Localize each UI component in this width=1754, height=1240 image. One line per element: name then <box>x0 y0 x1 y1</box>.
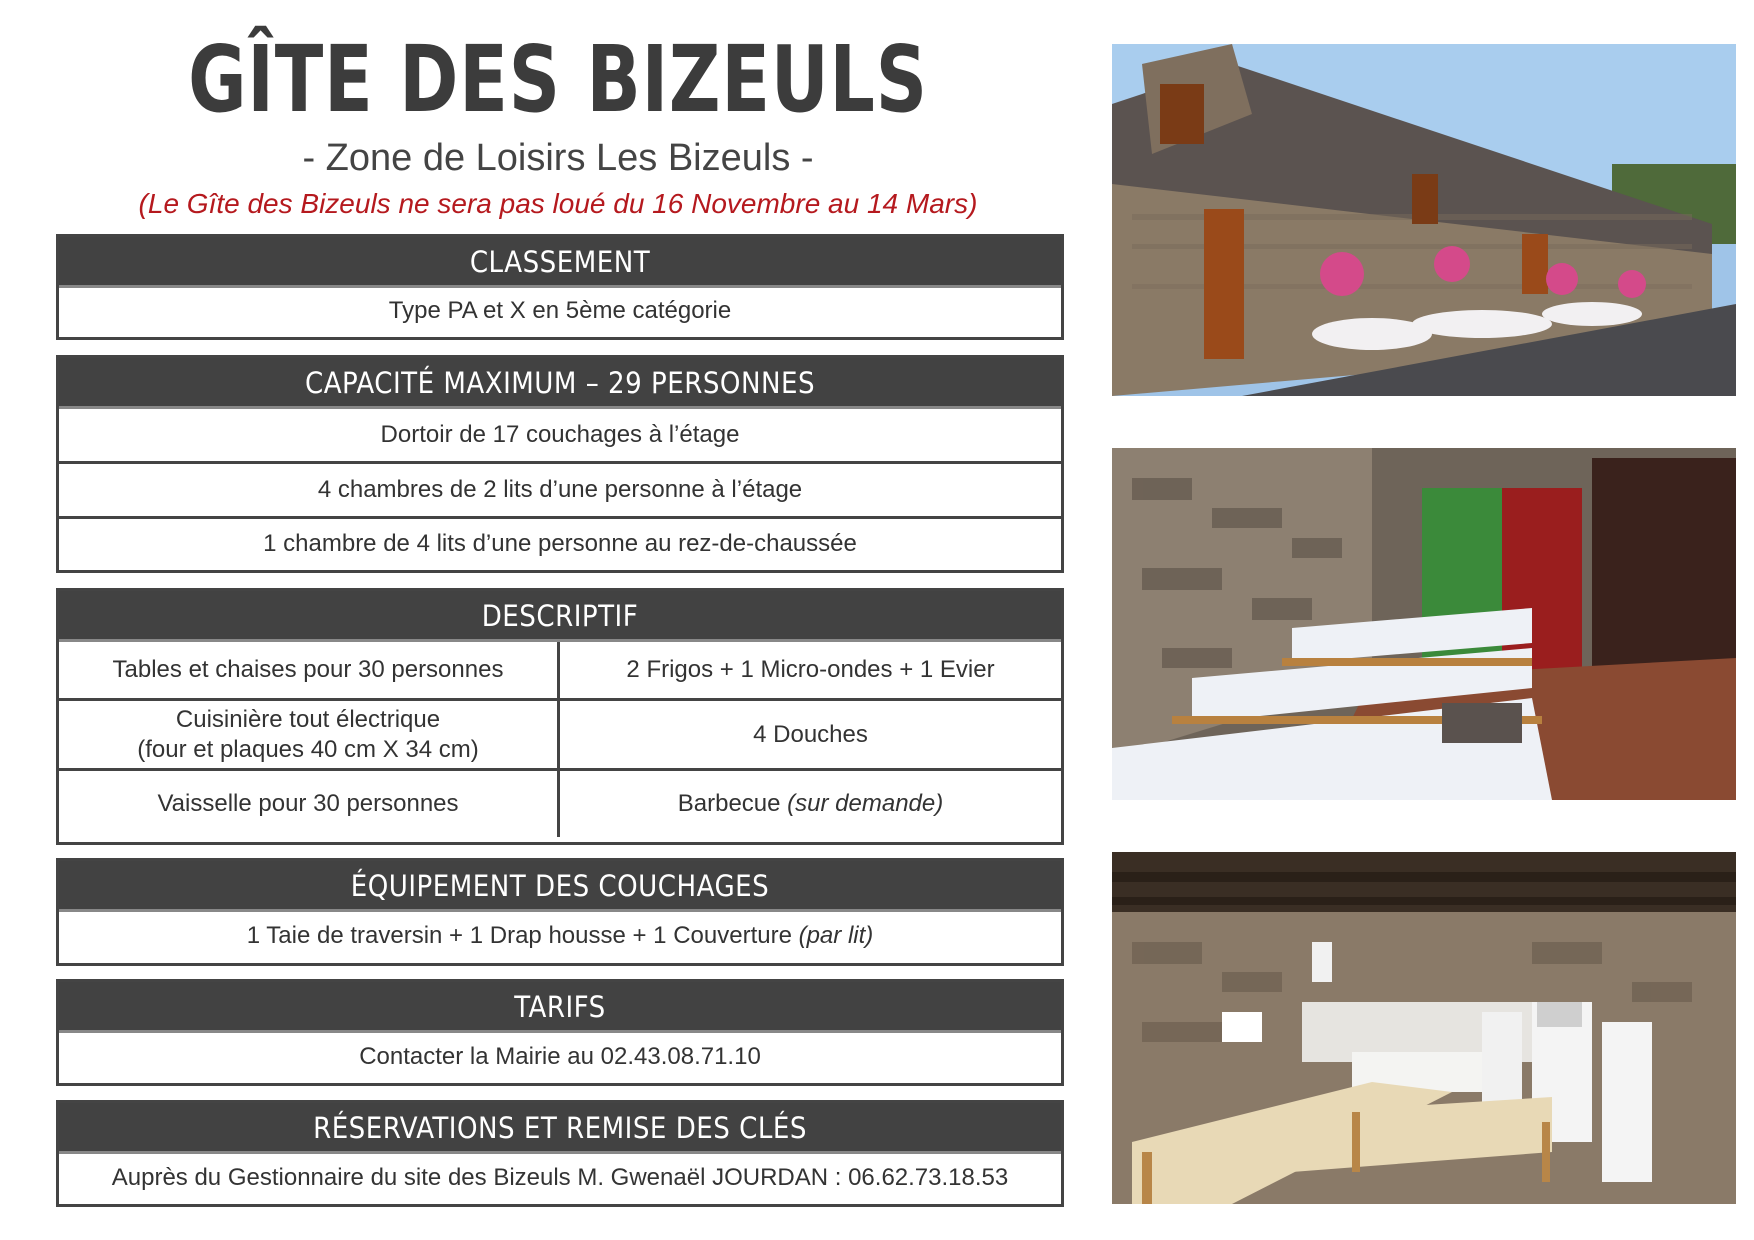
descriptif-cell <box>59 642 560 698</box>
reservations-heading: RÉSERVATIONS ET REMISE DES CLÉS <box>59 1103 1061 1154</box>
descriptif-text: (four et plaques 40 cm X 34 cm) <box>137 735 479 763</box>
equipement-row <box>59 912 1061 960</box>
descriptif-text: Barbecue <box>677 790 781 817</box>
capacite-row: 4 chambres de 2 lits d’une personne à l’étage <box>59 461 1061 516</box>
equipement-heading: ÉQUIPEMENT DES COUCHAGES <box>59 861 1061 912</box>
tarifs-heading: TARIFS <box>59 982 1061 1033</box>
descriptif-note: (sur demande) <box>787 790 944 817</box>
descriptif-heading: DESCRIPTIF <box>59 591 1061 642</box>
tarifs-row: Contacter la Mairie au 02.43.08.71.10 <box>359 1042 761 1070</box>
descriptif-cell <box>59 698 560 768</box>
equipement-note: (par lit) <box>798 922 874 949</box>
tarifs-section <box>56 979 1064 1086</box>
header <box>56 28 1060 224</box>
descriptif-grid <box>59 642 1061 837</box>
equipement-section <box>56 858 1064 966</box>
descriptif-section <box>56 588 1064 845</box>
classement-row: Type PA et X en 5ème catégorie <box>388 297 732 324</box>
capacite-row: Dortoir de 17 couchages à l’étage <box>380 421 740 448</box>
capacite-heading: CAPACITÉ MAXIMUM – 29 PERSONNES <box>59 358 1061 409</box>
descriptif-cell <box>560 642 1061 698</box>
reservations-row: Auprès du Gestionnaire du site des Bizeuls M. Gwenaël JOURDAN : 06.62.73.18.53 <box>111 1163 1009 1191</box>
equipement-text: 1 Taie de traversin + 1 Drap housse + 1 Couverture <box>246 922 792 949</box>
photo-dormitory <box>1112 448 1736 800</box>
descriptif-cell <box>59 768 560 837</box>
descriptif-text: Tables et chaises pour 30 personnes <box>112 656 504 683</box>
page-title: GÎTE DES BIZEULS <box>188 26 928 133</box>
descriptif-text: 2 Frigos + 1 Micro-ondes + 1 Evier <box>626 656 995 683</box>
reservations-section <box>56 1100 1064 1207</box>
descriptif-cell <box>560 698 1061 768</box>
capacite-row: 1 chambre de 4 lits d’une personne au rez-de-chaussée <box>59 516 1061 568</box>
photo-exterior <box>1112 44 1736 396</box>
descriptif-text: 4 Douches <box>753 720 868 748</box>
photo-kitchen <box>1112 852 1736 1204</box>
descriptif-cell <box>560 768 1061 837</box>
classement-section <box>56 234 1064 340</box>
closure-notice: (Le Gîte des Bizeuls ne sera pas loué du 16 Novembre au 14 Mars) <box>138 188 978 219</box>
capacite-section <box>56 355 1064 573</box>
page-subtitle: - Zone de Loisirs Les Bizeuls - <box>302 137 814 179</box>
descriptif-text: Vaisselle pour 30 personnes <box>157 790 459 817</box>
descriptif-text: Cuisinière tout électrique <box>175 705 441 733</box>
classement-heading: CLASSEMENT <box>59 237 1061 288</box>
